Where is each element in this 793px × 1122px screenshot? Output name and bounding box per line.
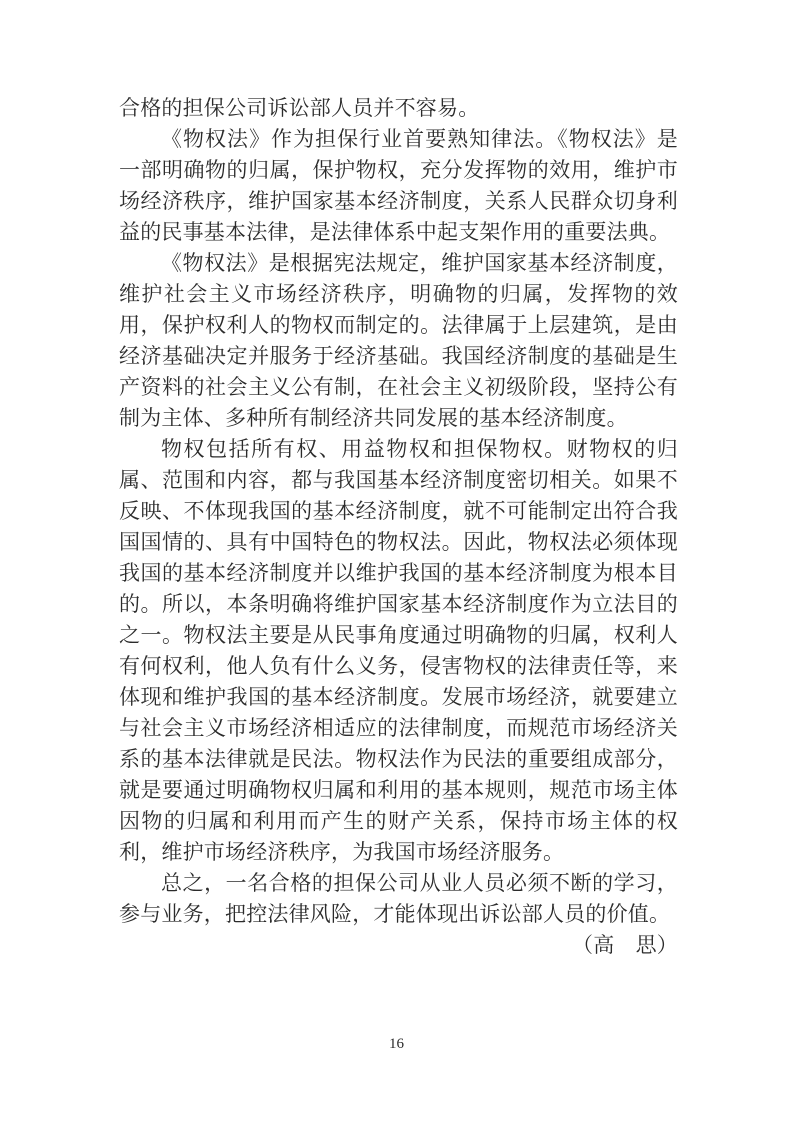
page-number: 16 <box>389 1036 404 1052</box>
paragraph: 总之，一名合格的担保公司从业人员必须不断的学习，参与业务，把控法律风险，才能体现出诉讼部人员的价值。 <box>119 871 678 926</box>
paragraph: 《物权法》作为担保行业首要熟知律法。《物权法》是一部明确物的归属，保护物权，充分发挥物的效用，维护市场经济秩序，维护国家基本经济制度，关系人民群众切身利益的民事基本法律，是法律体系中起支架作用的重要法典。 <box>119 127 678 244</box>
paragraph: 物权包括所有权、用益物权和担保物权。财物权的归属、范围和内容，都与我国基本经济制度密切相关。如果不反映、不体现我国的基本经济制度，就不可能制定出符合我国国情的、具有中国特色的物权法。因此，物权法必须体现我国的基本经济制度并以维护我国的基本经济制度为根本目的。所以，本条明确将维护国家基本经济制度作为立法目的之一。物权法主要是从民事角度通过明确物的归属，权利人有何权利，他人负有什么义务，侵害物权的法律责任等，来体现和维护我国的基本经济制度。发展市场经济，就要建立与社会主义市场经济相适应的法律制度，而规范市场经济关系的基本法律就是民法。物权法作为民法的重要组成部分，就是要通过明确物权归属和利用的基本规则，规范市场主体因物的归属和利用而产生的财产关系，保持市场主体的权利，维护市场经济秩序，为我国市场经济服务。 <box>119 437 678 864</box>
paragraph-continuation: 合格的担保公司诉讼部人员并不容易。 <box>119 96 480 120</box>
author-signature: （高 思） <box>572 933 678 957</box>
body-text <box>119 93 678 961</box>
paragraph: 《物权法》是根据宪法规定，维护国家基本经济制度，维护社会主义市场经济秩序，明确物的归属，发挥物的效用，保护权利人的物权而制定的。法律属于上层建筑，是由经济基础决定并服务于经济基础。我国经济制度的基础是生产资料的社会主义公有制，在社会主义初级阶段，坚持公有制为主体、多种所有制经济共同发展的基本经济制度。 <box>119 251 678 430</box>
